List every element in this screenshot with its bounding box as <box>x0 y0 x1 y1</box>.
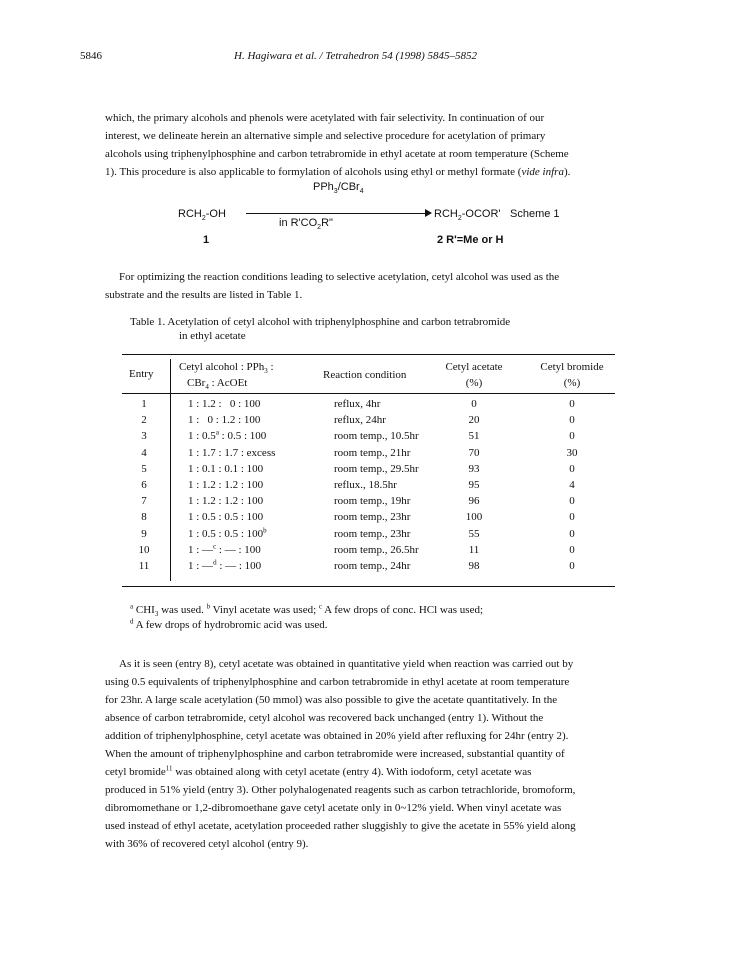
cell-ratio <box>188 430 266 442</box>
cell-entry: 11 <box>138 560 150 572</box>
table-header-rule <box>122 393 615 394</box>
product-part: RCH <box>434 208 458 220</box>
cell-entry: 9 <box>141 527 147 540</box>
ratio-footnote-mark: a <box>215 428 219 437</box>
para3-line-11: with 36% of recovered cetyl alcohol (entry 9). <box>105 838 309 850</box>
header-ratio-colon: : <box>267 361 274 373</box>
para3-line-7-a: cetyl bromide <box>105 766 166 778</box>
cell-acetate-yield: 0 <box>471 398 477 410</box>
header-entry: Entry <box>129 368 154 380</box>
cell-bromide-yield: 0 <box>569 430 575 443</box>
cell-acetate-yield: 95 <box>468 479 480 491</box>
ratio-footnote-mark: b <box>263 525 267 534</box>
header-bromide-line-2: (%) <box>563 377 581 389</box>
footnote-c-text: A few drops of conc. HCl was used; <box>322 604 484 616</box>
cell-bromide-yield: 0 <box>569 398 575 410</box>
footnote-line-1 <box>130 602 484 619</box>
reagent-part-b: /CBr <box>337 181 360 193</box>
caption-line-1: Table 1. Acetylation of cetyl alcohol with triphenylphosphine and carbon tetrabromide <box>130 316 511 328</box>
header-ratio-text: Cetyl alcohol : PPh <box>179 361 265 373</box>
para3-line-6: When the amount of triphenylphosphine and carbon tetrabromide were increased, substantial quantity of <box>105 748 565 760</box>
table-top-rule <box>122 354 615 355</box>
cell-ratio <box>188 511 263 523</box>
para3-line-10: used instead of ethyl acetate, acetylation proceeded rather sluggishly to give the acetate in 55% yield along <box>105 820 576 832</box>
cell-bromide-yield: 0 <box>569 511 575 524</box>
ratio-text: 1 : 0 : 1.2 : 100 <box>188 414 261 427</box>
cell-acetate-yield: 96 <box>468 495 480 508</box>
footnote-d-mark: d <box>130 617 134 626</box>
reaction-arrow-head-icon <box>425 209 432 217</box>
header-ratio2-text: CBr <box>187 377 206 389</box>
page-number: 5846 <box>80 50 102 62</box>
para2-line-1: For optimizing the reaction conditions leading to selective acetylation, cetyl alcohol was used as the <box>119 271 560 283</box>
scheme-reactant <box>178 208 226 223</box>
cell-entry: 8 <box>141 511 147 524</box>
para3-line-3: for 23hr. A large scale acetylation (50 mmol) was also possible to give the acetate quantitatively. In the <box>105 694 558 706</box>
footnote-a-text: CHI <box>133 604 155 616</box>
para3-line-8: produced in 51% yield (entry 3). Other polyhalogenated reagents such as carbon tetrachloride, bromoform, <box>105 784 576 796</box>
footnote-a-sub: 3 <box>154 610 159 619</box>
ratio-text: 1 : 0.5 : 0.5 : 100 <box>188 511 264 524</box>
reagent-sub-2: 4 <box>359 188 364 196</box>
intro-line-2: interest, we delineate herein an alternative simple and selective procedure for acetylation of primary <box>105 130 546 142</box>
cell-ratio <box>188 447 275 459</box>
footnote-b-mark: b <box>206 602 211 611</box>
cell-entry: 2 <box>141 414 147 427</box>
cell-entry: 4 <box>141 446 147 459</box>
para3-line-7 <box>105 763 642 781</box>
table-caption <box>130 315 600 343</box>
cell-bromide-yield: 0 <box>569 495 575 508</box>
para3-line-1: As it is seen (entry 8), cetyl acetate was obtained in quantitative yield when reaction was carried out by <box>119 658 574 670</box>
cell-acetate-yield: 100 <box>465 511 483 524</box>
scheme-solvent <box>279 217 333 232</box>
header-ratio-sub: 3 <box>264 367 268 376</box>
ratio-footnote-mark: c <box>213 542 217 551</box>
footnote-d-text: A few drops of hydrobromic acid was used. <box>133 619 328 631</box>
cell-condition: room temp., 19hr <box>334 495 411 508</box>
cell-acetate-yield: 11 <box>468 543 480 556</box>
cell-entry: 1 <box>141 398 147 410</box>
para3-line-2: using 0.5 equivalents of triphenylphosphine and carbon tetrabromide in ethyl acetate at room temperature <box>105 676 570 688</box>
cell-bromide-yield: 0 <box>569 414 575 427</box>
cell-ratio <box>188 414 260 426</box>
footnote-b-text: Vinyl acetate was used; <box>210 604 319 616</box>
solvent-part-b: R" <box>321 217 333 229</box>
cell-entry: 3 <box>141 430 147 443</box>
cell-entry: 7 <box>141 495 147 508</box>
solvent-part: in R'CO <box>279 217 318 229</box>
cell-ratio <box>188 544 261 556</box>
product-part-b: -OCOR' <box>461 208 501 220</box>
cell-condition: reflux, 24hr <box>334 414 386 427</box>
cell-acetate-yield: 98 <box>468 560 480 572</box>
cell-condition: room temp., 23hr <box>334 527 411 540</box>
intro-line-1: which, the primary alcohols and phenols were acetylated with fair selectivity. In continuation of our <box>105 112 545 124</box>
header-bromide-line-1: Cetyl bromide <box>540 361 604 373</box>
footnote-c-mark: c <box>318 602 322 611</box>
reactant-sub: 2 <box>201 215 206 223</box>
ratio-text: 1 : — <box>188 543 214 556</box>
cell-bromide-yield: 4 <box>569 479 575 491</box>
cell-condition: room temp., 23hr <box>334 511 411 524</box>
compound-number-2: 2 R'=Me or H <box>437 234 504 246</box>
table-bottom-rule <box>122 586 615 587</box>
vide-infra: vide infra <box>521 166 564 178</box>
discussion-paragraph <box>105 655 642 853</box>
cell-condition: room temp., 10.5hr <box>334 430 419 443</box>
ratio-tail: : — : 100 <box>216 543 261 556</box>
cell-entry: 10 <box>138 543 150 556</box>
scheme-product <box>434 208 501 223</box>
cell-bromide-yield: 30 <box>566 446 578 459</box>
header-ratio2-tail: : AcOEt <box>208 377 248 389</box>
reagent-part: PPh <box>313 181 334 193</box>
ratio-text: 1 : — <box>188 560 214 572</box>
cell-bromide-yield: 0 <box>569 462 575 475</box>
cell-condition: room temp., 24hr <box>334 560 411 572</box>
intro-line-4 <box>105 163 642 181</box>
intro-line-4-a: 1). This procedure is also applicable to formylation of alcohols using ethyl or methyl formate ( <box>105 166 522 178</box>
header-condition: Reaction condition <box>323 369 407 381</box>
header-acetate-line-2: (%) <box>465 377 483 389</box>
intro-line-3: alcohols using triphenylphosphine and carbon tetrabromide in ethyl acetate at room temperature (Scheme <box>105 148 569 160</box>
cell-ratio <box>188 560 261 572</box>
cell-entry: 6 <box>141 479 147 491</box>
reference-11[interactable]: 11 <box>165 764 173 773</box>
cell-acetate-yield: 93 <box>468 462 480 475</box>
compound-number-1: 1 <box>203 234 210 246</box>
para3-line-5: addition of triphenylphosphine, cetyl acetate was obtained in 20% yield after refluxing for 24hr (entry 2). <box>105 730 569 742</box>
cell-ratio <box>188 479 263 491</box>
cell-bromide-yield: 0 <box>569 527 575 540</box>
ratio-text: 1 : 0.5 : 0.5 : 100 <box>188 527 264 540</box>
cell-condition: room temp., 21hr <box>334 446 411 459</box>
cell-acetate-yield: 51 <box>468 430 480 443</box>
reaction-arrow-line <box>246 213 427 214</box>
cell-bromide-yield: 0 <box>569 560 575 572</box>
footnote-a-mark: a <box>130 602 134 611</box>
table-column-divider <box>170 359 171 581</box>
cell-ratio <box>188 398 260 410</box>
header-ratio-line-2 <box>187 377 248 392</box>
ratio-tail: : 0.5 : 100 <box>218 430 267 443</box>
caption-line-2: in ethyl acetate <box>179 330 246 342</box>
ratio-text: 1 : 1.2 : 0 : 100 <box>188 398 261 410</box>
reagent-sub: 3 <box>333 188 338 196</box>
ratio-text: 1 : 0.5 <box>188 430 216 443</box>
cell-acetate-yield: 20 <box>468 414 480 427</box>
ratio-text: 1 : 1.2 : 1.2 : 100 <box>188 479 264 491</box>
cell-bromide-yield: 0 <box>569 543 575 556</box>
cell-condition: room temp., 26.5hr <box>334 543 419 556</box>
ratio-footnote-mark: d <box>213 558 217 567</box>
cell-condition: room temp., 29.5hr <box>334 462 419 475</box>
intro-line-4-c: ). <box>563 166 571 178</box>
footnote-line-2 <box>130 619 328 631</box>
para3-line-4: absence of carbon tetrabromide, cetyl alcohol was recovered back unchanged (entry 1). Without the <box>105 712 544 724</box>
reactant-part: RCH <box>178 208 202 220</box>
cell-condition: reflux., 18.5hr <box>334 479 397 491</box>
reactant-part-b: -OH <box>205 208 226 220</box>
cell-acetate-yield: 55 <box>468 527 480 540</box>
para3-line-7-b: was obtained along with cetyl acetate (entry 4). With iodoform, cetyl acetate was <box>172 766 532 778</box>
optimization-paragraph <box>105 268 642 304</box>
scheme-reagent <box>313 181 364 196</box>
product-sub: 2 <box>457 215 462 223</box>
para2-line-2: substrate and the results are listed in Table 1. <box>105 289 303 301</box>
para3-line-9: dibromomethane or 1,2-dibromoethane gave cetyl acetate only in 0~12% yield. When vinyl acetate was <box>105 802 562 814</box>
cell-ratio <box>188 463 263 475</box>
running-title: H. Hagiwara et al. / Tetrahedron 54 (1998) 5845–5852 <box>234 50 478 62</box>
footnote-a-tail: was used. <box>158 604 207 616</box>
ratio-text: 1 : 1.7 : 1.7 : excess <box>188 446 276 459</box>
cell-ratio <box>188 495 263 507</box>
intro-paragraph <box>105 109 642 181</box>
ratio-tail: : — : 100 <box>216 560 262 572</box>
ratio-text: 1 : 1.2 : 1.2 : 100 <box>188 495 264 508</box>
cell-ratio <box>188 525 267 540</box>
cell-condition: reflux, 4hr <box>334 398 381 410</box>
scheme-label: Scheme 1 <box>510 208 560 220</box>
cell-entry: 5 <box>141 462 147 475</box>
ratio-text: 1 : 0.1 : 0.1 : 100 <box>188 462 264 475</box>
header-acetate-line-1: Cetyl acetate <box>445 361 503 373</box>
cell-acetate-yield: 70 <box>468 446 480 459</box>
solvent-sub: 2 <box>317 224 322 232</box>
header-ratio2-sub: 4 <box>205 383 209 392</box>
header-ratio-line-1 <box>179 361 274 376</box>
